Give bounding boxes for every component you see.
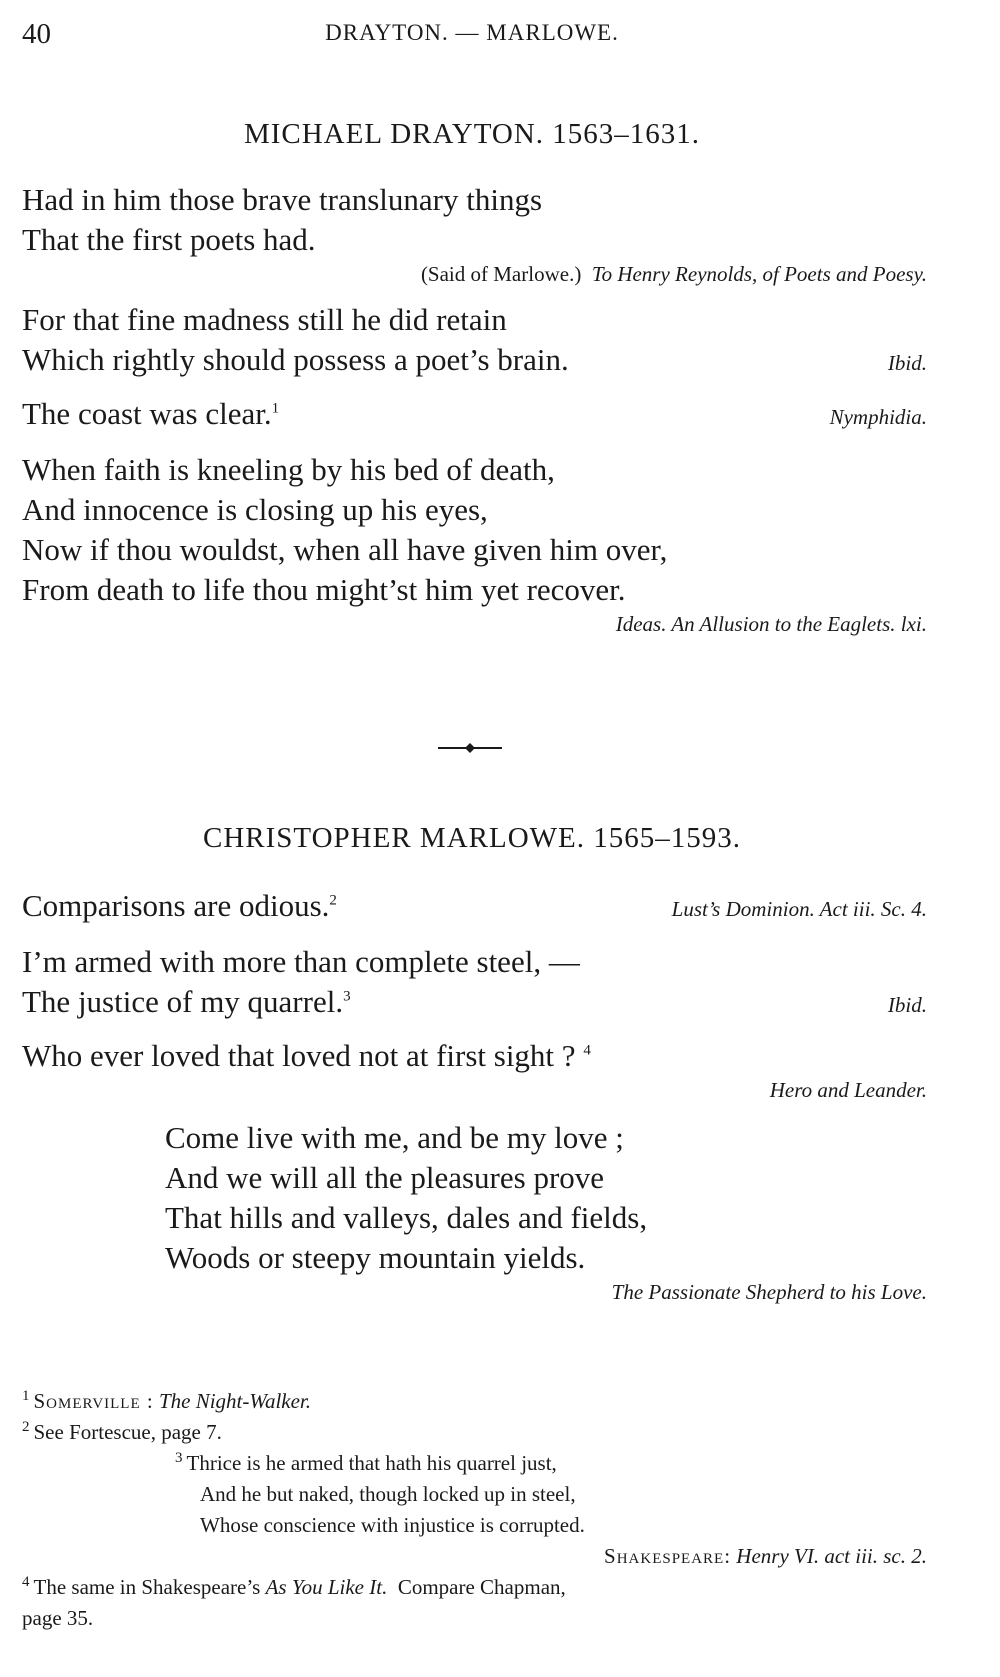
footnote-work: Henry VI. act iii. sc. 2. (736, 1544, 927, 1568)
quote-line (22, 1036, 927, 1076)
footnote-work: The Night-Walker. (158, 1389, 312, 1413)
footnote-work: As You Like It. (265, 1575, 388, 1599)
quote-line (22, 394, 279, 434)
footnote-4 (22, 1572, 927, 1603)
footnote-marker: 3 (175, 1450, 183, 1466)
section-divider-ornament (420, 740, 520, 756)
attribution-note: (Said of Marlowe.) (420, 262, 582, 286)
quote-attribution: Hero and Leander. (769, 1078, 927, 1102)
quote-line: Now if thou wouldst, when all have given him over, (22, 532, 668, 567)
footnote-ref: 1 (271, 400, 280, 417)
footnote-ref: 3 (343, 988, 351, 1005)
quote-comparisons (22, 886, 927, 929)
footnotes (22, 1386, 927, 1634)
quote-line: And we will all the pleasures prove (165, 1160, 605, 1195)
quote-line: For that fine madness still he did retain (22, 302, 507, 337)
footnote-3-line: And he but naked, though locked up in steel, (200, 1482, 576, 1506)
quote-line: Which rightly should possess a poet’s brain. (22, 342, 569, 377)
quote-attribution: Lust’s Dominion. Act iii. Sc. 4. (671, 897, 927, 921)
quote-first-sight (22, 1036, 927, 1104)
quote-fine-madness (22, 300, 927, 383)
footnote-3-attribution (22, 1541, 927, 1572)
footnote-marker: 2 (22, 1419, 30, 1435)
quote-text: Comparisons are odious. (22, 888, 330, 923)
footnote-text: The same in Shakespeare’s (33, 1575, 261, 1599)
footnote-text: See Fortescue, page 7. (33, 1420, 222, 1444)
footnote-ref: 2 (329, 892, 337, 909)
quote-line: Had in him those brave translunary things (22, 182, 543, 217)
footnote-3 (22, 1448, 927, 1479)
quote-line: Woods or steepy mountain yields. (165, 1240, 586, 1275)
section-heading-marlowe: CHRISTOPHER MARLOWE. 1565–1593. (203, 822, 741, 854)
quote-attribution (22, 260, 927, 288)
quote-line (22, 982, 351, 1022)
running-title: DRAYTON. — MARLOWE. (325, 20, 619, 45)
quote-coast-clear (22, 394, 927, 437)
quote-translunary (22, 180, 927, 288)
quote-attribution: Nymphidia. (829, 405, 927, 429)
quote-attribution: The Passionate Shepherd to his Love. (611, 1280, 927, 1304)
footnote-author: Shakespeare: (604, 1544, 732, 1568)
quote-line: That hills and valleys, dales and fields, (165, 1200, 648, 1235)
footnote-marker: 1 (22, 1388, 30, 1404)
footnote-ref: 4 (583, 1042, 591, 1059)
running-head (22, 18, 922, 58)
footnote-3-line: Whose conscience with injustice is corrupted. (200, 1513, 585, 1537)
footnote-1 (22, 1386, 927, 1417)
quote-line: From death to life thou might’st him yet recover. (22, 572, 626, 607)
quote-line (22, 886, 337, 926)
quote-text: The coast was clear. (22, 396, 272, 431)
quote-line: I’m armed with more than complete steel, — (22, 944, 580, 979)
quote-text: The justice of my quarrel. (22, 984, 344, 1019)
quote-attribution: Ibid. (887, 993, 927, 1017)
quote-line: And innocence is closing up his eyes, (22, 492, 488, 527)
quote-attribution: Ibid. (887, 351, 927, 375)
page-number: 40 (22, 18, 51, 50)
quote-line: Come live with me, and be my love ; (165, 1120, 624, 1155)
footnote-marker: 4 (22, 1574, 30, 1590)
footnote-text: Compare Chapman, (397, 1575, 566, 1599)
quote-text: Who ever loved that loved not at first sight ? (22, 1038, 576, 1073)
quote-attribution: Ideas. An Allusion to the Eaglets. lxi. (615, 612, 927, 636)
footnote-author: Somerville : (33, 1389, 154, 1413)
quote-armed-steel (22, 942, 927, 1025)
quote-faith-kneeling (22, 450, 927, 638)
quote-line: That the first poets had. (22, 222, 316, 257)
quote-line: When faith is kneeling by his bed of death, (22, 452, 555, 487)
footnote-2 (22, 1417, 927, 1448)
quote-come-live (22, 1118, 927, 1306)
footnote-verse-line: Thrice is he armed that hath his quarrel just, (186, 1451, 557, 1475)
attribution-work: To Henry Reynolds, of Poets and Poesy. (591, 262, 927, 286)
section-heading-drayton: MICHAEL DRAYTON. 1563–1631. (243, 118, 701, 150)
footnote-4-line: page 35. (22, 1606, 94, 1630)
